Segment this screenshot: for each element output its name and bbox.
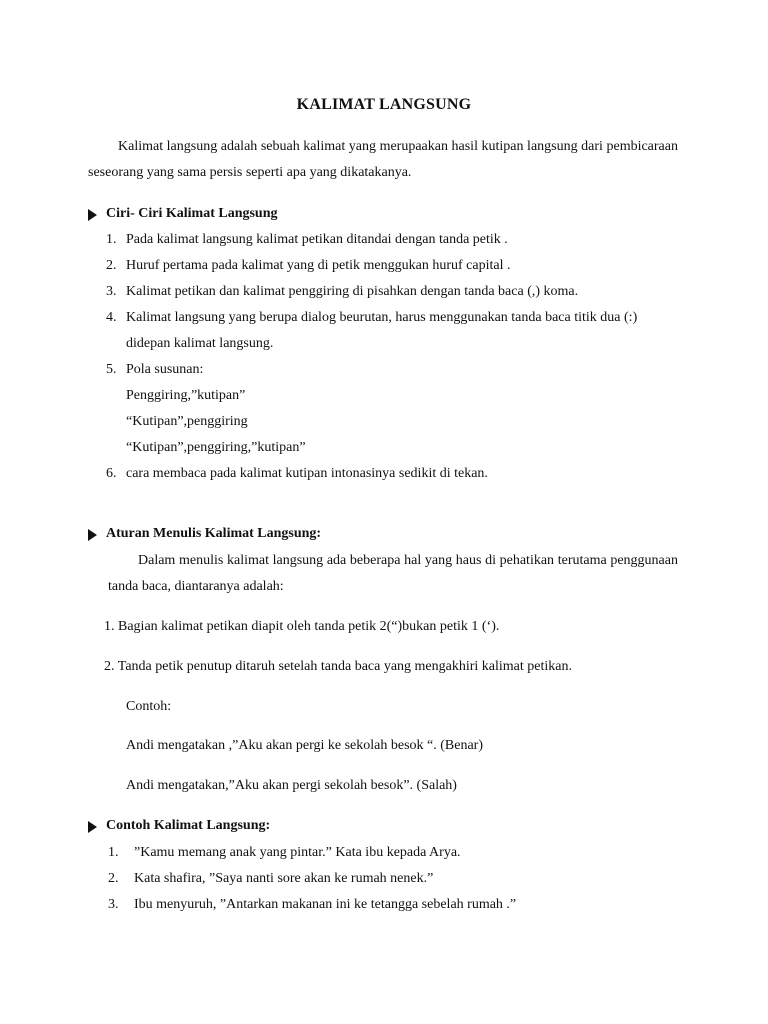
- example-label: Contoh:: [126, 699, 172, 714]
- list-item: 5. Pola susunan: Penggiring,”kutipan” “Kutipan”,penggiring “Kutipan”,penggiring,”kutipan”: [126, 357, 686, 461]
- list-item: 4. Kalimat langsung yang berupa dialog beurutan, harus menggunakan tanda baca titik dua (:) didepan kalimat langsung.: [106, 310, 638, 351]
- section-heading-text: Ciri- Ciri Kalimat Langsung: [106, 206, 278, 221]
- list-item: 6. cara membaca pada kalimat kutipan intonasinya sedikit di tekan.: [106, 466, 488, 481]
- ciri-list: [106, 227, 686, 487]
- rule-item: 1. Bagian kalimat petikan diapit oleh tanda petik 2(“)bukan petik 1 (‘).: [104, 619, 500, 634]
- section-heading-text: Contoh Kalimat Langsung:: [106, 818, 271, 833]
- list-item: 2. Kata shafira, ”Saya nanti sore akan ke rumah nenek.”: [108, 871, 434, 886]
- list-item: 2. Huruf pertama pada kalimat yang di petik menggukan huruf capital .: [106, 258, 511, 273]
- intro-paragraph: Kalimat langsung adalah sebuah kalimat yang merupaakan hasil kutipan langsung dari pembicaraan seseorang yang sama persis seperti apa yang dikatakanya.: [88, 139, 678, 180]
- pattern-line: “Kutipan”,penggiring: [126, 414, 248, 429]
- list-item: 3. Kalimat petikan dan kalimat penggiring di pisahkan dengan tanda baca (,) koma.: [106, 284, 579, 299]
- list-item: 1. ”Kamu memang anak yang pintar.” Kata ibu kepada Arya.: [108, 845, 461, 860]
- aturan-paragraph: Dalam menulis kalimat langsung ada beberapa hal yang haus di pehatikan terutama penggunaan tanda baca, diantaranya adalah:: [108, 553, 678, 594]
- arrow-bullet-icon: [88, 529, 97, 541]
- example-correct: Andi mengatakan ,”Aku akan pergi ke sekolah besok “. (Benar): [126, 738, 484, 753]
- section-heading-ciri: [88, 201, 278, 227]
- arrow-bullet-icon: [88, 821, 97, 833]
- pattern-line: “Kutipan”,penggiring,”kutipan”: [126, 440, 306, 455]
- example-wrong: Andi mengatakan,”Aku akan pergi sekolah besok”. (Salah): [126, 778, 457, 793]
- arrow-bullet-icon: [88, 209, 97, 221]
- section-heading-contoh: [88, 813, 270, 839]
- pattern-line: Penggiring,”kutipan”: [126, 388, 246, 403]
- contoh-list: [108, 840, 694, 918]
- section-heading-text: Aturan Menulis Kalimat Langsung:: [106, 526, 322, 541]
- list-item: 1. Pada kalimat langsung kalimat petikan ditandai dengan tanda petik .: [106, 232, 508, 247]
- list-item: 3. Ibu menyuruh, ”Antarkan makanan ini ke tetangga sebelah rumah .”: [108, 897, 517, 912]
- section-heading-aturan: [88, 521, 321, 547]
- page-title: KALIMAT LANGSUNG: [296, 96, 472, 113]
- rule-item: 2. Tanda petik penutup ditaruh setelah tanda baca yang mengakhiri kalimat petikan.: [104, 659, 572, 674]
